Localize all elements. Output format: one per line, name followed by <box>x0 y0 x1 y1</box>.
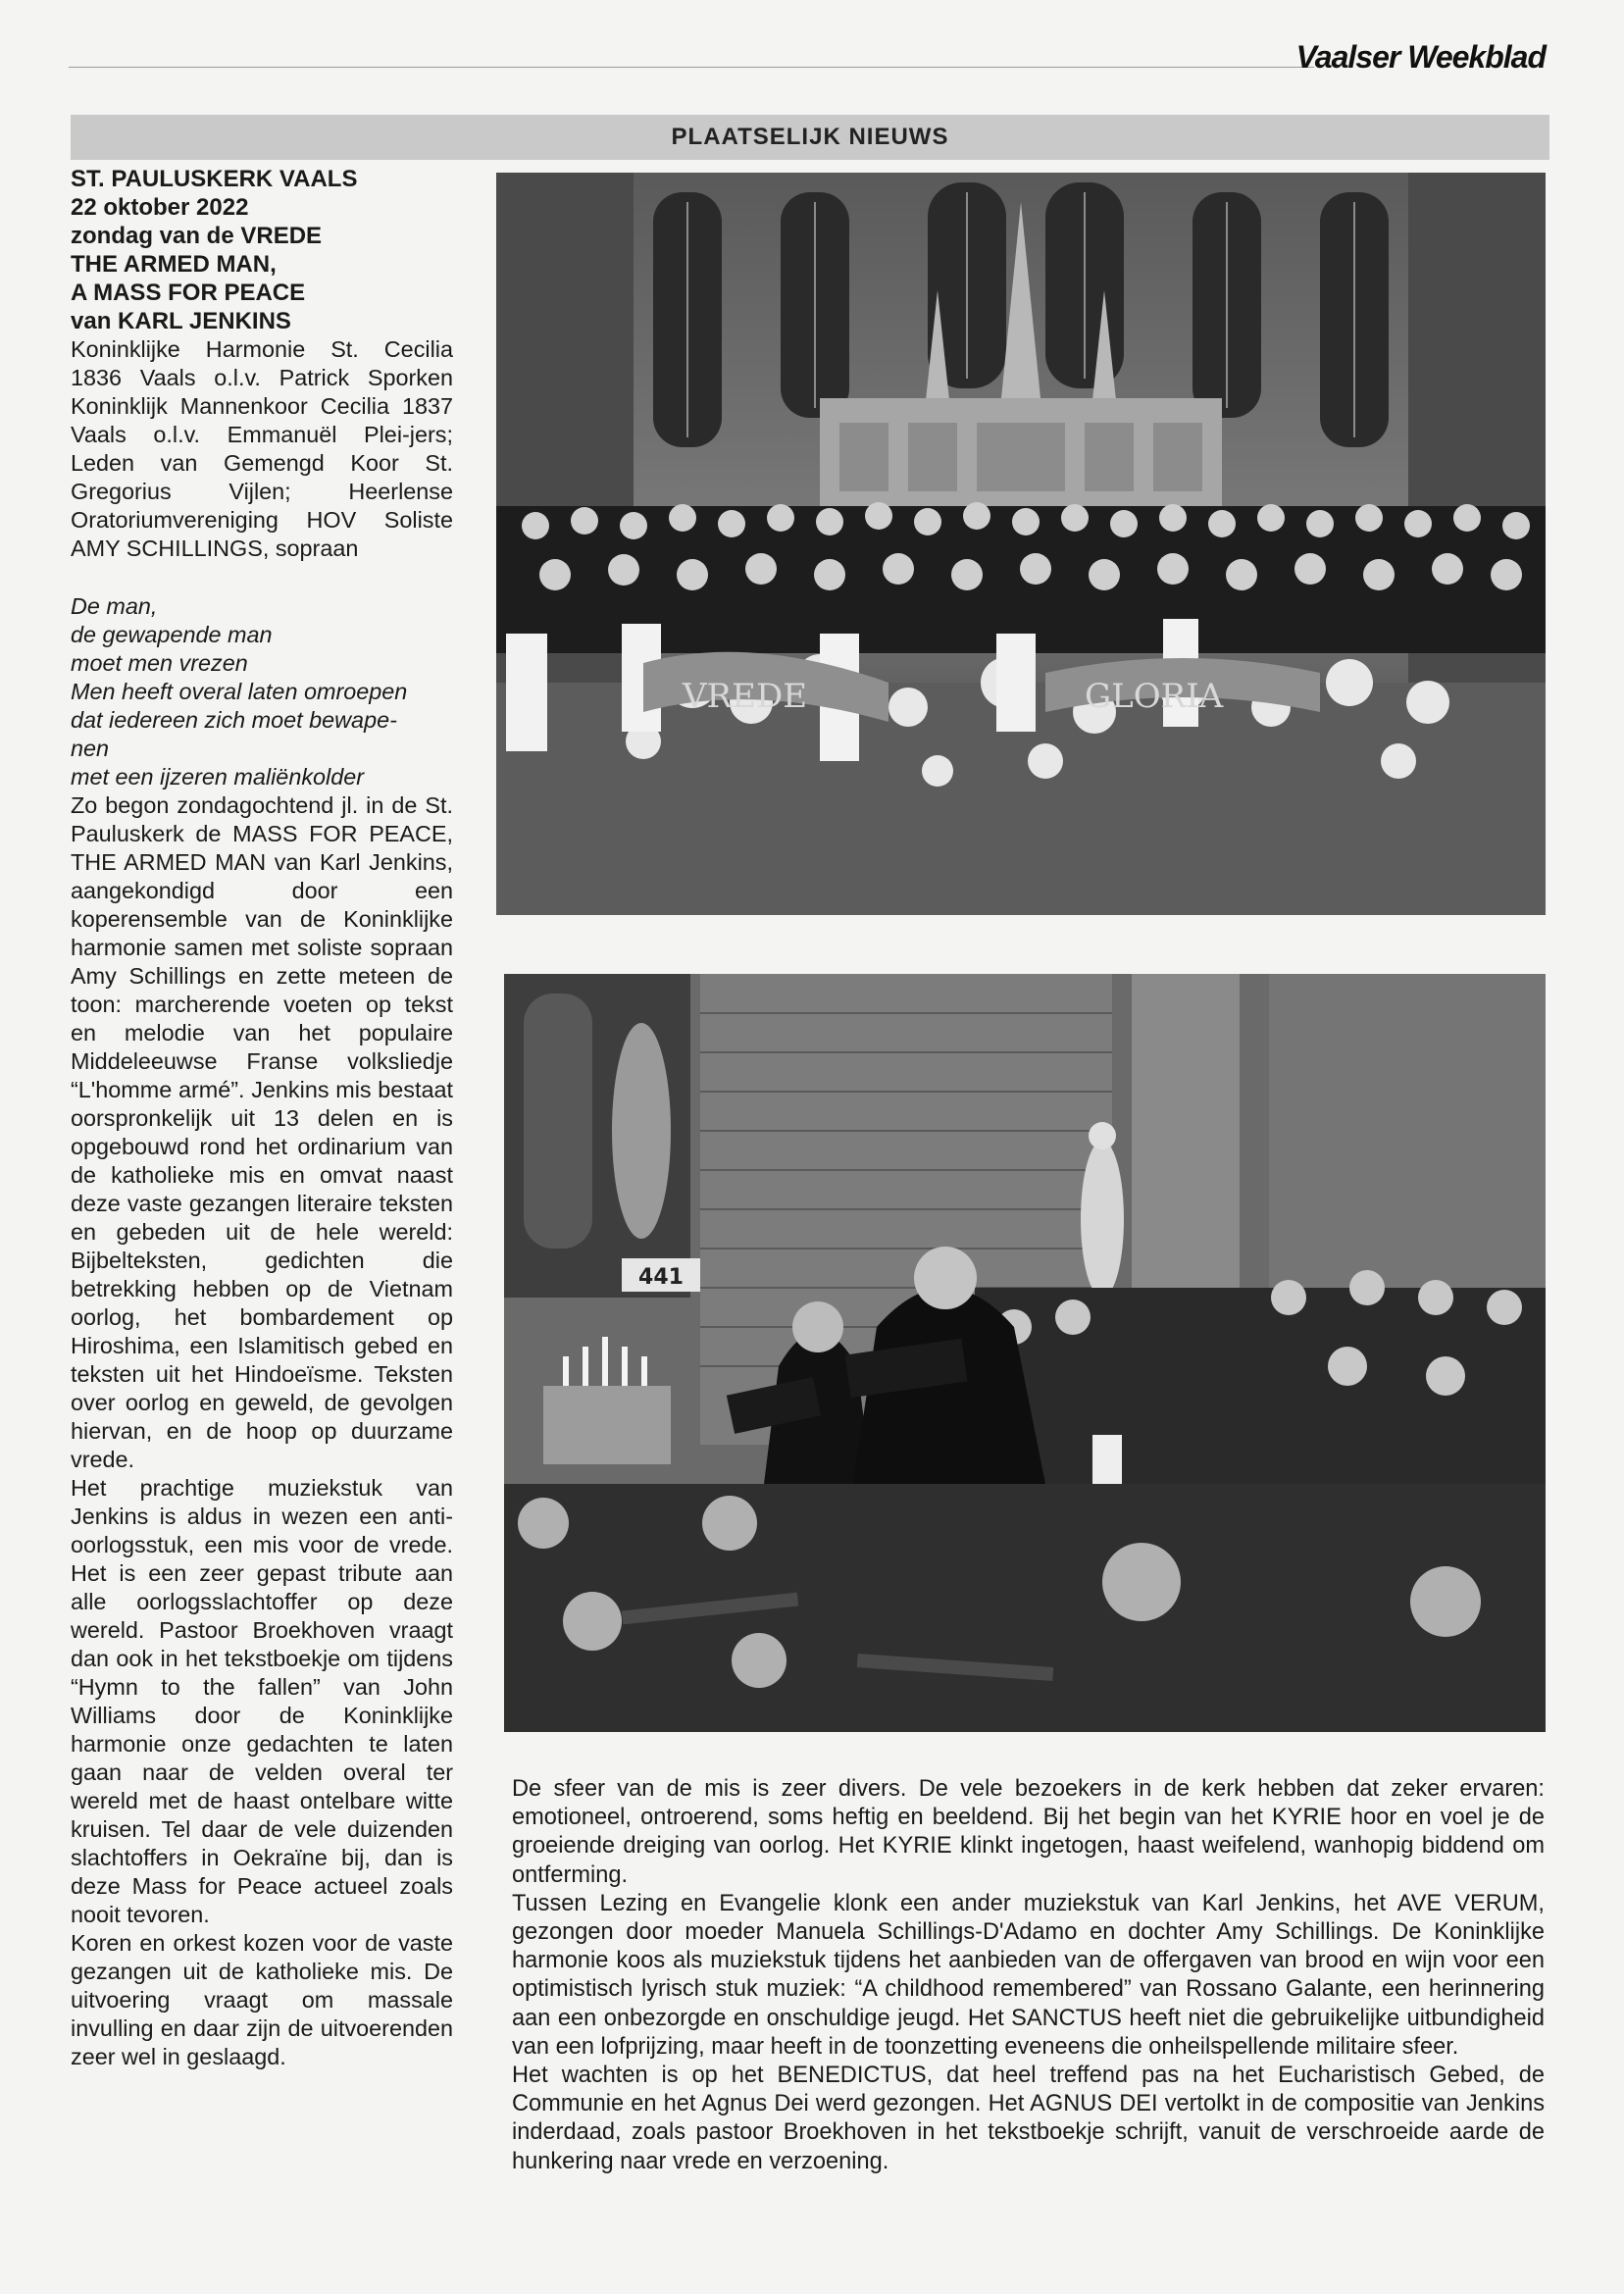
masthead-logo: Vaalser Weekblad <box>1295 39 1546 75</box>
photo-choir-altar <box>496 173 1546 915</box>
body-paragraph: Zo begon zondagochtend jl. in de St. Pauluskerk de MASS FOR PEACE, THE ARMED MAN van Karl Jenkins, aangekondigd door een koperensemble van de Koninklijke harmonie samen met soliste sopraan Amy Schillings en zette meteen de toon: marcherende voeten op tekst en melodie van het populaire Middeleeuwse Franse volksliedje “L'homme armé”. Jenkins mis bestaat oorspronkelijk uit 13 delen en is opgebouwd rond het ordinarium van de katholieke mis en omvat naast deze vaste gezangen literaire teksten en gebeden uit de hele wereld: Bijbelteksten, gedichten die betrekking hebben op de Vietnam oorlog, het bombardement op Hiroshima, een Islamitisch gebed en teksten uit het Hindoeïsme. Teksten over oorlog en geweld, de gevolgen hiervan, en de hoop op duurzame vrede. <box>71 792 453 1472</box>
body-paragraph: Het prachtige muziekstuk van Jenkins is aldus in wezen een anti-oorlogsstuk, een mis voor de vrede. Het is een zeer gepast tribute aan alle oorlogsslachtoffer op deze wereld. Pastoor Broekhoven vraagt dan ook in het tekstboekje om tijdens “Hymn to the fallen” van John Williams door de Koninklijke harmonie onze gedachten te laten gaan naar de velden overal ter wereld met de haast ontelbare witte kruisen. Tel daar de vele duizenden slachtoffers in Oekraïne bij, dan is deze Mass for Peace actueel zoals nooit tevoren. <box>71 1475 453 1927</box>
headline-line: van KARL JENKINS <box>71 308 291 334</box>
body-paragraph: Tussen Lezing en Evangelie klonk een ander muziekstuk van Karl Jenkins, het AVE VERUM, gezongen door moeder Manuela Schillings-D'Adamo en dochter Amy Schillings. De Koninklijke harmonie koos als muziekstuk tijdens het aanbieden van de offergaven van brood en wijn voor een optimistisch lyrisch stuk muziek: “A childhood remembered” van Rossano Galante, een herinnering aan een onbezorgde en onschuldige jeugd. Het SANCTUS heeft niet die gebruikelijke uitbundigheid van een lofprijzing, maar heeft in de toonzetting eveneens die onheilspellende militaire sfeer. <box>512 1890 1545 2060</box>
headline-line: ST. PAULUSKERK VAALS <box>71 166 358 192</box>
photo-soloists-orchestra-image <box>504 974 1546 1732</box>
poem-line: de gewapende man <box>71 622 273 647</box>
poem-line: met een ijzeren maliënkolder <box>71 764 365 790</box>
poem-line: nen <box>71 736 110 761</box>
headline-line: THE ARMED MAN, <box>71 251 277 278</box>
body-paragraph: Het wachten is op het BENEDICTUS, dat heel treffend pas na het Eucharistisch Gebed, de Communie en het Agnus Dei werd gezongen. Het AGNUS DEI vertolkt in de compositie van Jenkins inderdaad, zoals pastoor Broekhoven in het tekstboekje schrijft, vanuit de verschroeide aarde de hunkering naar vrede en verzoening. <box>512 2063 1545 2174</box>
banner-vrede: VREDE <box>683 677 808 716</box>
headline-line: zondag van de VREDE <box>71 223 323 249</box>
poem-line: moet men vrezen <box>71 650 248 676</box>
poem-line: dat iedereen zich moet bewape- <box>71 707 397 733</box>
article-headline <box>71 165 453 335</box>
poem-line: Men heeft overal laten omroepen <box>71 679 408 704</box>
body-paragraph: De sfeer van de mis is zeer divers. De vele bezoekers in de kerk hebben dat zeker ervaren: emotioneel, ontroerend, soms heftig en beeldend. Bij het begin van het KYRIE hoor en voel je de groeiende dreiging van oorlog. Het KYRIE klinkt ingetogen, haast weifelend, wanhopig biddend om ontferming. <box>512 1776 1545 1888</box>
poem-line: De man, <box>71 593 158 619</box>
left-column <box>71 165 453 2071</box>
exit-sign-label: 441 <box>638 1265 684 1290</box>
headline-line: 22 oktober 2022 <box>71 194 249 221</box>
headline-line: A MASS FOR PEACE <box>71 280 306 306</box>
photo-soloists-orchestra <box>504 974 1546 1732</box>
performer-credits: Koninklijke Harmonie St. Cecilia 1836 Vaals o.l.v. Patrick Sporken Koninklijk Mannenkoor Cecilia 1837 Vaals o.l.v. Emmanuël Plei-jers; Leden van Gemengd Koor St. Gregorius Vijlen; Heerlense Oratoriumvereniging HOV Soliste AMY SCHILLINGS, sopraan <box>71 336 453 561</box>
section-banner: PLAATSELIJK NIEUWS <box>71 115 1549 160</box>
header-rule <box>69 67 1314 68</box>
body-paragraph: Koren en orkest kozen voor de vaste gezangen uit de katholieke mis. De uitvoering vraagt om massale invulling en daar zijn de uitvoerenden zeer wel in geslaagd. <box>71 1930 453 2069</box>
banner-gloria: GLORIA <box>1085 677 1224 716</box>
photo-choir-altar-image <box>496 173 1546 915</box>
article-body-left <box>71 791 453 2071</box>
poem-quote <box>71 592 453 791</box>
article-body-right <box>512 1775 1545 2176</box>
